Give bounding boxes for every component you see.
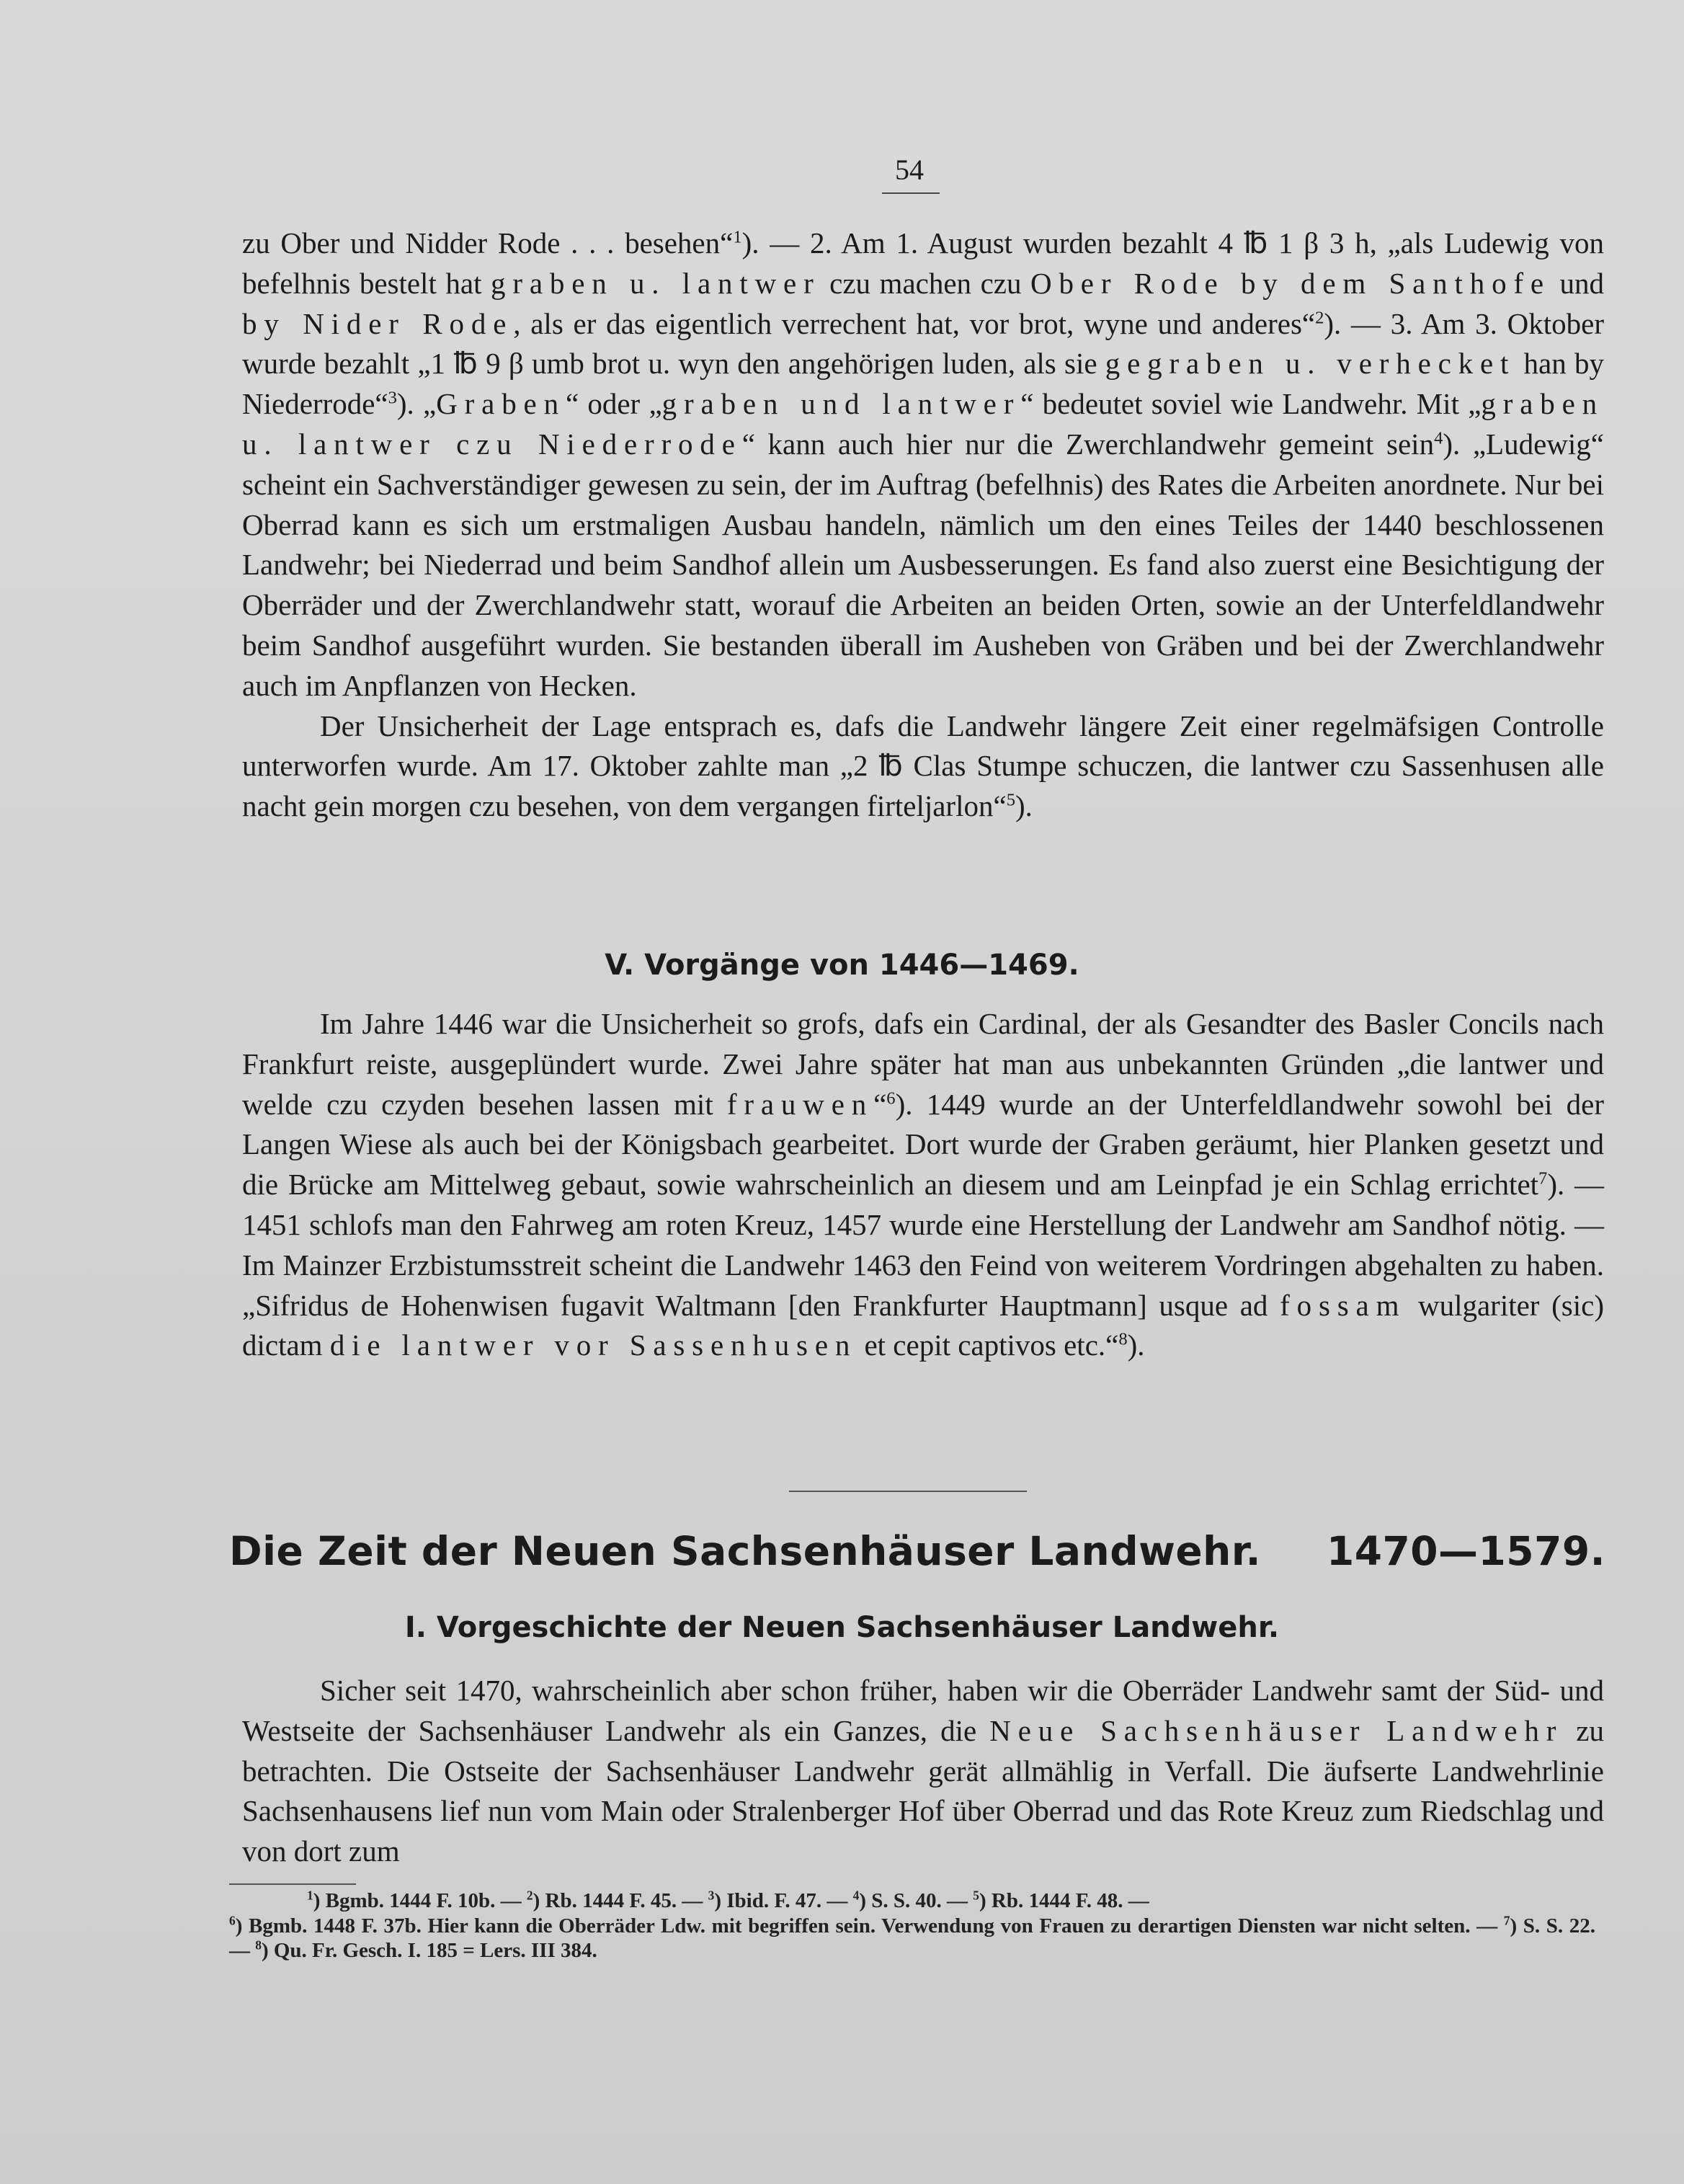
footnote-marker: 8 (255, 1937, 262, 1953)
footnote-marker: 1 (733, 227, 742, 247)
footnote-marker: 4 (852, 1888, 860, 1903)
chapter-title-text: Die Zeit der Neuen Sachsenhäuser Landwehr. (229, 1528, 1262, 1574)
footnote-line: $^6$) Bgmb. 1448 F. 37b. Hier kann die Oberräder Ldw. mit begriffen sein. Verwendung von Frauen zu derartigen Diensten war nicht selten. — $^7$) S. S. 22. — $^8$) Qu. Fr. Gesch. I. 185 = Lers. III 384. (229, 1912, 1595, 1962)
footnote-marker: 3 (388, 388, 397, 408)
footnote-marker: 2 (526, 1888, 533, 1903)
spaced-emphasis: Ober Rode by dem Santhofe (1030, 266, 1551, 300)
paragraph: Im Jahre 1446 war die Unsicherheit so grofs, dafs ein Cardinal, der als Gesandter des Basler Concils nach Frankfurt reiste, ausgeplündert wurde. Zwei Jahre später hat man aus unbekannten Gründen „die lantwer und welde czu czyden besehen lassen mit frauwen“$^6$). 1449 wurde an der Unterfeldlandwehr sowohl bei der Langen Wiese als auch bei der Königsbach gearbeitet. Dort wurde der Graben geräumt, hier Planken gesetzt und die Brücke am Mittelweg gebaut, sowie wahrscheinlich an diesem und am Leinpfad je ein Schlag errichtet$^7$). — 1451 schlofs man den Fahrweg am roten Kreuz, 1457 wurde eine Herstellung der Landwehr am Sandhof nötig. — Im Mainzer Erzbistumsstreit scheint die Landwehr 1463 den Feind von weiterem Vordringen abgehalten zu haben. „Sifridus de Hohenwisen fugavit Waltmann [den Frankfurter Hauptmann] usque ad fossam wulgariter (sic) dictam die lantwer vor Sassenhusen et cepit captivos etc.“$^8$). (242, 1007, 1605, 1362)
section-title: I. Vorgeschichte der Neuen Sachsenhäuser Landwehr. (404, 1611, 1280, 1644)
footnote-marker: 2 (1315, 307, 1324, 327)
paragraph: zu Ober und Nidder Rode . . . besehen“$^1$). — 2. Am 1. August wurden bezahlt 4 ℔ 1 β 3 h, „als Ludewig von befelhnis bestelt hat graben u. lantwer czu machen czu Ober Rode by dem Santhofe und by Nider Rode, als er das eigentlich verrechent hat, vor brot, wyne und anderes“$^2$). — 3. Am 3. Oktober wurde bezahlt „1 ℔ 9 β umb brot u. wyn den angehörigen luden, als sie gegraben u. verhecket han by Niederrode“$^3$). „Graben“ oder „graben und lantwer“ bedeutet soviel wie Landwehr. Mit „graben u. lantwer czu Niederrode“ kann auch hier nur die Zwerchlandwehr gemeint sein$^4$). „Ludewig“ scheint ein Sachverständiger gewesen zu sein, der im Auftrag (befelhnis) des Rates die Arbeiten anordnete. Nur bei Oberrad kann es sich um erstmaligen Ausbau handeln, nämlich um den eines Teiles der 1440 beschlossenen Landwehr; bei Niederrad und beim Sandhof allein um Ausbesserungen. Es fand also zuerst eine Besichtigung der Oberräder und der Zwerchlandwehr statt, worauf die Arbeiten an beiden Orten, sowie an der Unterfeldlandwehr beim Sandhof ausgeführt wurden. Sie bestanden überall im Ausheben von Gräben und bei der Zwerchlandwehr auch im Anpflanzen von Hecken. (242, 226, 1605, 702)
spaced-emphasis: Neue Sachsenhäuser Landwehr (989, 1713, 1564, 1747)
footnote-marker: 1 (307, 1888, 313, 1903)
subsection-heading: V. Vorgänge von 1446—1469. (605, 949, 1079, 982)
page-number: 54 (895, 154, 924, 186)
footnote-marker: 7 (1503, 1912, 1510, 1927)
spaced-emphasis: frauwen (726, 1087, 874, 1121)
spaced-emphasis: gegraben u. verhecket (1105, 347, 1516, 381)
spaced-emphasis: fossam (1280, 1288, 1407, 1322)
spaced-emphasis: graben und lantwer (661, 387, 1021, 421)
footnote-marker: 4 (1434, 428, 1443, 448)
spaced-emphasis: by Nider Rode (242, 306, 514, 340)
paragraph: Sicher seit 1470, wahrscheinlich aber schon früher, haben wir die Oberräder Landwehr samt der Süd- und Westseite der Sachsenhäuser Landwehr als ein Ganzes, die Neue Sachsenhäuser Landwehr zu betrachten. Die Ostseite der Sachsenhäuser Landwehr gerät allmählig in Verfall. Die äufserte Landwehrlinie Sachsenhausens lief nun vom Main oder Stralenberger Hof über Oberrad und das Rote Kreuz zum Riedschlag und von dort zum (242, 1674, 1604, 1868)
text-block-lower (242, 1671, 1604, 1872)
spaced-emphasis: graben u. lantwer czu Niederrode (242, 387, 1604, 461)
chapter-title-years: 1470—1579. (1326, 1528, 1605, 1574)
footnote-line: $^1$) Bgmb. 1444 F. 10b. — $^2$) Rb. 1444 F. 45. — $^3$) Ibid. F. 47. — $^4$) S. S. 40. — $^5$) Rb. 1444 F. 48. — (307, 1888, 1149, 1912)
text-block-upper (242, 223, 1604, 827)
footnote-marker: 7 (1538, 1168, 1548, 1189)
spaced-emphasis: graben u. lantwer (491, 266, 821, 300)
paragraph: Der Unsicherheit der Lage entsprach es, dafs die Landwehr längere Zeit einer regelmäfsigen Controlle unterworfen wurde. Am 17. Oktober zahlte man „2 ℔ Clas Stumpe schuczen, die lantwer czu Sassenhusen alle nacht gein morgen czu besehen, von dem vergangen firteljarlon“$^5$). (242, 709, 1604, 823)
footnote-marker: 6 (886, 1088, 896, 1108)
page-number-rule (882, 192, 940, 194)
spaced-emphasis: die lantwer vor Sassenhusen (329, 1328, 857, 1362)
footnote-marker: 5 (1006, 790, 1015, 810)
chapter-title (229, 1528, 1605, 1574)
footnote-marker: 5 (973, 1888, 979, 1903)
section-divider (789, 1491, 1027, 1492)
footnote-marker: 6 (229, 1912, 236, 1927)
text-block-middle (242, 1004, 1604, 1366)
footnote-marker: 8 (1118, 1329, 1128, 1349)
footnote-marker: 3 (708, 1888, 715, 1903)
spaced-emphasis: Graben (436, 387, 566, 421)
footnote-rule (229, 1883, 356, 1885)
footnotes (229, 1888, 1595, 1963)
